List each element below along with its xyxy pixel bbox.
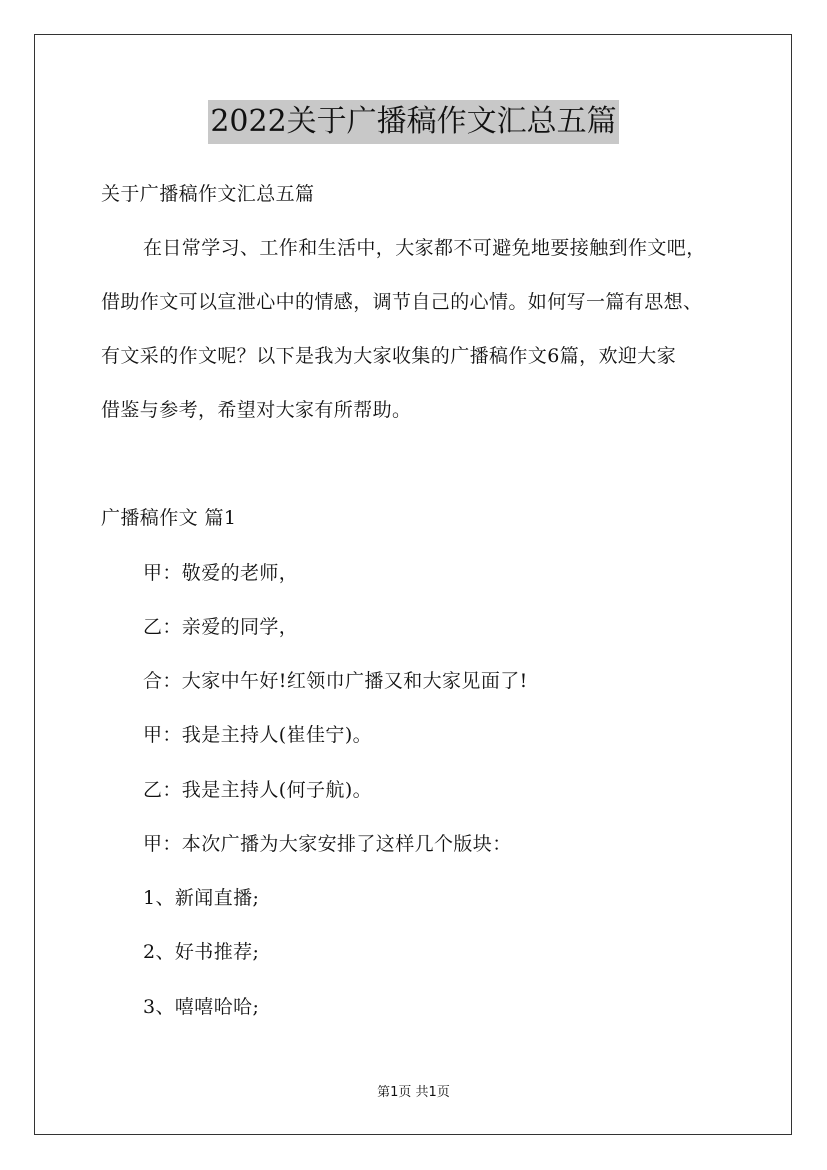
script-line-3: 合：大家中午好!红领巾广播又和大家见面了! [143,670,528,692]
section-heading: 广播稿作文 篇1 [101,507,237,529]
page-number-footer: 第1页 共1页 [377,1085,450,1100]
script-line-8: 2、好书推荐; [143,941,260,963]
script-line-9: 3、嘻嘻哈哈; [143,996,260,1018]
script-line-7: 1、新闻直播; [143,887,260,909]
script-line-2: 乙：亲爱的同学， [143,616,299,638]
intro-line-2: 借助作文可以宣泄心中的情感，调节自己的心情。如何写一篇有思想、 [101,291,703,313]
script-line-1: 甲：敬爱的老师， [143,562,299,584]
intro-line-4: 借鉴与参考，希望对大家有所帮助。 [101,399,412,421]
intro-line-1: 在日常学习、工作和生活中，大家都不可避免地要接触到作文吧， [143,237,706,259]
script-line-4: 甲：我是主持人(崔佳宁)。 [143,724,373,746]
title-container [0,100,827,144]
script-line-5: 乙：我是主持人(何子航)。 [143,779,373,801]
intro-line-3: 有文采的作文呢？以下是我为大家收集的广播稿作文6篇，欢迎大家 [101,345,677,367]
script-line-6: 甲：本次广播为大家安排了这样几个版块： [143,833,512,855]
document-title: 2022关于广播稿作文汇总五篇 [208,100,618,144]
document-subtitle: 关于广播稿作文汇总五篇 [101,183,315,205]
